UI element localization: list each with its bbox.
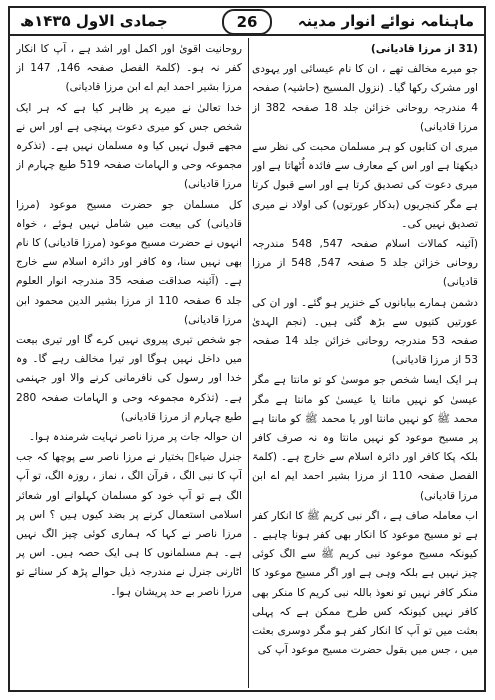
paragraph: (31 از مرزا قادیانی)	[370, 43, 478, 55]
right-column	[252, 40, 478, 688]
page-header	[10, 8, 484, 36]
page-number: 26	[222, 9, 272, 35]
paragraph: اب معاملہ صاف ہے ، اگر نبی کریم ﷺ کا انکار کفر ہے تو مسیح موعود کا انکار بھی کفر ہونا چاہیے ۔ کیونکہ مسیح موعود نبی کریم ﷺ سے الگ کوئی چیز نہیں ہے بلکہ وہی ہے اور اگر مسیح موعود کا منکر کافر نہیں تو نعوذ باللہ نبی کریم کا منکر بھی کافر نہیں کیونکہ کس طرح ممکن ہے کہ پہلی بعثت میں تو آپ کا انکار کفر ہو مگر دوسری بعثت میں ، جس میں بقول حضرت مسیح موعود آپ کی	[252, 509, 478, 657]
paragraph: میری ان کتابوں کو ہر مسلمان محبت کی نظر سے دیکھتا ہے اور اس کے معارف سے فائدہ اُٹھاتا ہے اور میری دعوت کی تصدیق کرتا ہے اور اسے قبول کرتا ہے مگر کنجریوں (بدکار عورتوں) کی اولاد نے میری تصدیق نہیں کی۔	[252, 141, 478, 230]
paragraph: (آئینہ کمالات اسلام صفحہ 547, 548 مندرجہ روحانی خزائن جلد 5 صفحہ 547, 548 از مرزا قادیانی)	[252, 238, 478, 289]
issue-date: جمادی الاول ۱۴۳۵ھ	[20, 12, 168, 30]
paragraph: ہر ایک ایسا شخص جو موسیٰ کو تو مانتا ہے مگر عیسیٰ کو نہیں مانتا یا عیسیٰ کو مانتا ہے مگر محمد ﷺ کو نہیں مانتا اور یا محمد ﷺ کو مانتا ہے پر مسیح موعود کو نہیں مانتا وہ نہ صرف کافر بلکہ پکا کافر اور دائرہ اسلام سے خارج ہے۔ (کلمۃ الفصل صفحہ 110 از مرزا بشیر احمد ایم اے ابن مرزا قادیانی)	[252, 374, 478, 502]
paragraph: ان حوالہ جات پر مرزا ناصر نہایت شرمندہ ہوا۔	[28, 431, 242, 444]
paragraph: جو میرے مخالف تھے ، ان کا نام عیسائی اور یہودی اور مشرک رکھا گیا۔ (نزول المسیح (حاشیہ) صفحہ 4 مندرجہ روحانی خزائن جلد 18 صفحہ 382 از مرزا قادیانی)	[252, 63, 478, 133]
left-column	[16, 40, 242, 688]
magazine-title: ماہنامہ نوائے انوار مدینہ	[297, 12, 474, 30]
paragraph: خدا تعالیٰ نے میرے پر ظاہر کیا ہے کہ ہر ایک شخص جس کو میری دعوت پہنچی ہے اور اس نے مجھے قبول نہیں کیا وہ مسلمان نہیں ہے۔ (تذکرہ مجموعہ وحی و الہامات صفحہ 519 طبع چہارم از مرزا قادیانی)	[16, 101, 242, 191]
paragraph: جنرل ضیاءؒ بختیار نے مرزا ناصر سے پوچھا کہ جب آپ کا نبی الگ ، قرآن الگ ، نماز ، روزہ الگ، تو آپ الگ ہے تو آپ خود کو مسلمان کہلوانے اور شعائر اسلامی استعمال کرنے پر بضد کیوں ہیں ؟ اس پر مرزا ناصر نے کہا کہ ہماری کوئی چیز الگ نہیں ہے۔ ہم مسلمانوں کا ہی ایک حصہ ہیں۔ اس پر اٹارنی جنرل نے مندرجہ ذیل حوالے پڑھ کر سنائے تو مرزا ناصر بے حد پریشان ہوا۔	[16, 451, 242, 598]
paragraph: دشمن ہمارے بیابانوں کے خنزیر ہو گئے۔ اور ان کی عورتیں کتیوں سے بڑھ گئی ہیں۔ (نجم الہدیٰ صفحہ 53 مندرجہ روحانی خزائن جلد 14 صفحہ 53 از مرزا قادیانی)	[252, 296, 478, 367]
column-divider	[248, 38, 249, 688]
paragraph: جو شخص تیری پیروی نہیں کرے گا اور تیری بیعت میں داخل نہیں ہوگا اور تیرا مخالف رہے گا۔ وہ خدا اور رسول کی نافرمانی کرنے والا اور جہنمی ہے۔ (تذکرہ مجموعہ وحی و الہامات صفحہ 280 طبع چہارم از مرزا قادیانی)	[16, 334, 242, 423]
magazine-page	[8, 6, 486, 692]
paragraph: روحانیت اقویٰ اور اکمل اور اشد ہے ، آپ کا انکار کفر نہ ہو۔ (کلمۃ الفصل صفحہ 146, 147 از مرزا بشیر احمد ایم اے ابن مرزا قادیانی)	[16, 43, 242, 94]
paragraph: کل مسلمان جو حضرت مسیح موعود (مرزا قادیانی) کی بیعت میں شامل نہیں ہوئے ، خواہ انہوں نے حضرت مسیح موعود (مرزا قادیانی) کا نام بھی نہیں سنا، وہ کافر اور دائرہ اسلام سے خارج ہے۔ (آئینہ صداقت صفحہ 35 مندرجہ انوار العلوم جلد 6 صفحہ 110 از مرزا بشیر الدین محمود ابن مرزا قادیانی)	[16, 198, 242, 326]
